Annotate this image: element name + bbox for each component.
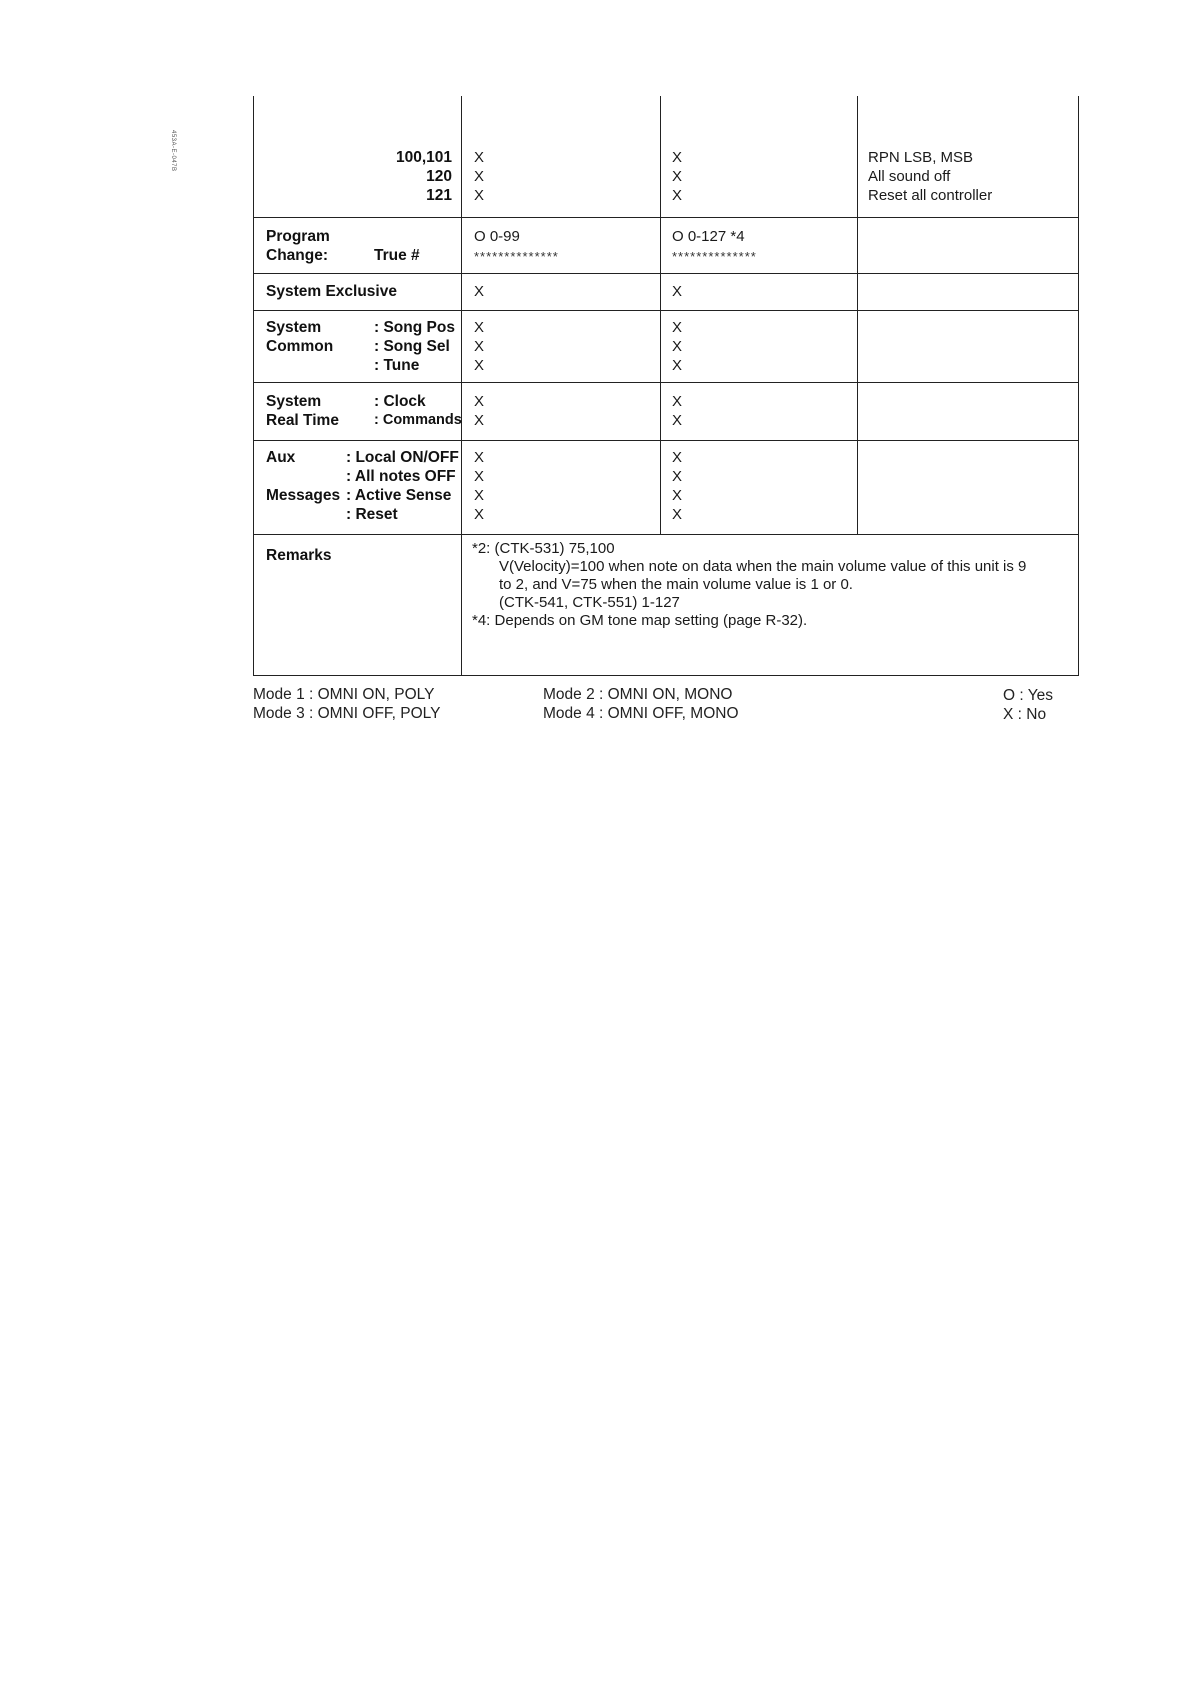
column-divider — [857, 440, 858, 534]
controller-number: 120 — [426, 168, 452, 185]
remark-text: RPN LSB, MSB — [868, 149, 974, 166]
transmitted-value: X — [474, 506, 485, 523]
transmitted-value: X — [474, 283, 485, 300]
row-label: Common — [266, 338, 334, 355]
transmitted-value: X — [474, 412, 485, 429]
row-label: Program — [266, 228, 330, 245]
remark-line: *4: Depends on GM tone map setting (page R-32). — [472, 612, 808, 629]
legend-yes: O : Yes — [1003, 687, 1053, 704]
transmitted-value: X — [474, 319, 485, 336]
remark-line: (CTK-541, CTK-551) 1-127 — [499, 594, 680, 611]
recognized-value: O 0-127 *4 — [672, 228, 745, 245]
recognized-value: X — [672, 319, 683, 336]
recognized-value: X — [672, 283, 683, 300]
recognized-value: X — [672, 338, 683, 355]
row-item: : Reset — [346, 506, 398, 523]
row-controllers — [254, 96, 1078, 218]
recognized-stars: ************** — [672, 249, 757, 264]
row-sublabel: True # — [374, 247, 420, 264]
transmitted-value: X — [474, 338, 485, 355]
column-divider — [461, 96, 462, 217]
document-code: 453A-E-047B — [170, 130, 176, 172]
column-divider — [461, 273, 462, 310]
transmitted-stars: ************** — [474, 249, 559, 264]
row-label: Change: — [266, 247, 328, 264]
row-system-exclusive — [254, 273, 1078, 311]
row-system-common — [254, 310, 1078, 383]
transmitted-value: X — [474, 187, 485, 204]
column-divider — [660, 310, 661, 382]
remark-line: *2: (CTK-531) 75,100 — [472, 540, 615, 557]
row-remarks — [254, 534, 1078, 676]
controller-number: 121 — [426, 187, 452, 204]
recognized-value: X — [672, 506, 683, 523]
row-label: Real Time — [266, 412, 339, 429]
row-item: : Tune — [374, 357, 420, 374]
controller-number: 100,101 — [395, 149, 452, 166]
recognized-value: X — [672, 357, 683, 374]
transmitted-value: X — [474, 449, 485, 466]
recognized-value: X — [672, 187, 683, 204]
recognized-value: X — [672, 487, 683, 504]
recognized-value: X — [672, 149, 683, 166]
recognized-value: X — [672, 393, 683, 410]
row-label: System — [266, 393, 322, 410]
legend-mode2: Mode 2 : OMNI ON, MONO — [543, 686, 733, 703]
row-aux-messages — [254, 440, 1078, 535]
column-divider — [660, 96, 661, 217]
column-divider — [660, 382, 661, 440]
row-program-change — [254, 217, 1078, 274]
column-divider — [857, 310, 858, 382]
transmitted-value: X — [474, 149, 485, 166]
column-divider — [857, 273, 858, 310]
row-item: : Active Sense — [346, 487, 452, 504]
recognized-value: X — [672, 449, 683, 466]
transmitted-value: X — [474, 357, 485, 374]
row-label: Aux — [266, 449, 296, 466]
row-item: : All notes OFF — [346, 468, 456, 485]
legend-mode4: Mode 4 : OMNI OFF, MONO — [543, 705, 739, 722]
remark-text: Reset all controller — [868, 187, 993, 204]
column-divider — [857, 96, 858, 217]
remark-line: V(Velocity)=100 when note on data when the main volume value of this unit is 9 — [499, 558, 1027, 575]
column-divider — [461, 440, 462, 534]
column-divider — [857, 382, 858, 440]
legend-mode3: Mode 3 : OMNI OFF, POLY — [253, 705, 441, 722]
row-item: : Song Pos — [374, 319, 455, 336]
row-item: : Clock — [374, 393, 426, 410]
column-divider — [660, 273, 661, 310]
row-label: Remarks — [266, 547, 332, 564]
remark-text: All sound off — [868, 168, 951, 185]
row-item: : Song Sel — [374, 338, 450, 355]
row-system-realtime — [254, 382, 1078, 441]
transmitted-value: X — [474, 468, 485, 485]
column-divider — [461, 310, 462, 382]
row-label: System Exclusive — [266, 283, 397, 300]
recognized-value: X — [672, 412, 683, 429]
midi-implementation-chart — [253, 96, 1079, 676]
transmitted-value: X — [474, 393, 485, 410]
row-item: : Local ON/OFF — [346, 449, 459, 466]
column-divider — [461, 534, 462, 675]
recognized-value: X — [672, 468, 683, 485]
legend-mode1: Mode 1 : OMNI ON, POLY — [253, 686, 435, 703]
column-divider — [660, 440, 661, 534]
row-item: : Commands — [374, 412, 462, 428]
recognized-value: X — [672, 168, 683, 185]
column-divider — [660, 217, 661, 273]
remark-line: to 2, and V=75 when the main volume value is 1 or 0. — [499, 576, 853, 593]
transmitted-value: O 0-99 — [474, 228, 520, 245]
transmitted-value: X — [474, 487, 485, 504]
column-divider — [857, 217, 858, 273]
legend-no: X : No — [1003, 706, 1047, 723]
column-divider — [461, 217, 462, 273]
row-label: Messages — [266, 487, 341, 504]
transmitted-value: X — [474, 168, 485, 185]
row-label: System — [266, 319, 322, 336]
